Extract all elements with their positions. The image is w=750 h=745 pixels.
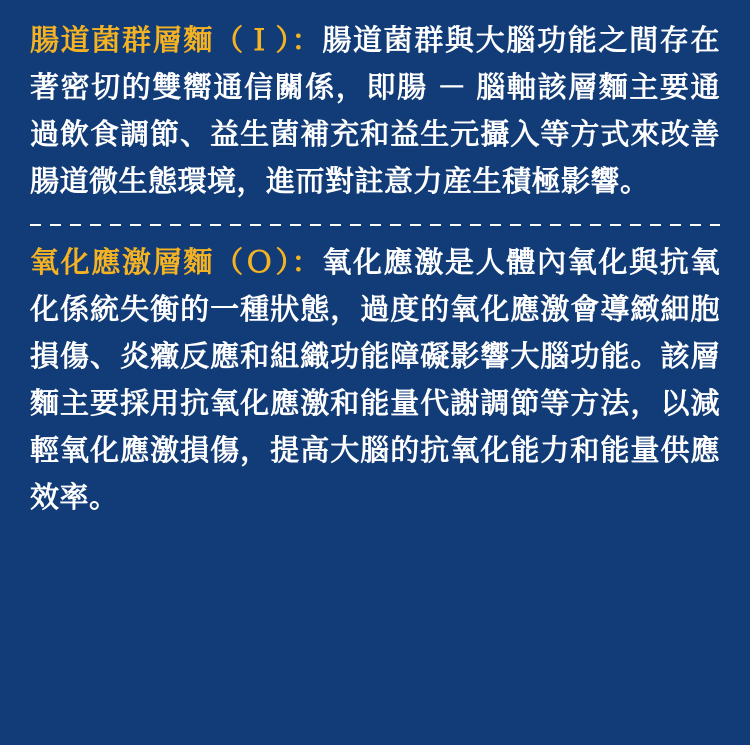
section-heading: 腸道菌群層麵（Ｉ）： <box>30 25 323 57</box>
section-body: 氧化應激是人體內氧化與抗氧化係統失衡的一種狀態，過度的氧化應激會導緻細胞損傷、炎癥反應和組織功能障礙影響大腦功能。該層麵主要採用抗氧化應激和能量代謝調節等方法，以減輕氧化應激損傷，提高大腦的抗氧化能力和能量供應效率。 <box>30 247 720 514</box>
section-paragraph <box>30 240 720 522</box>
section-divider <box>30 224 720 226</box>
bottom-spacer <box>30 522 720 612</box>
section-heading: 氧化應激層麵（Ｏ）： <box>30 247 323 279</box>
section-gut-microbiome <box>30 18 720 206</box>
section-body: 腸道菌群與大腦功能之間存在著密切的雙嚮通信關係，即腸 － 腦軸該層麵主要通過飲食調節、益生菌補充和益生元攝入等方式來改善腸道微生態環境，進而對註意力産生積極影響。 <box>30 25 720 198</box>
section-oxidative-stress <box>30 240 720 522</box>
section-paragraph <box>30 18 720 206</box>
